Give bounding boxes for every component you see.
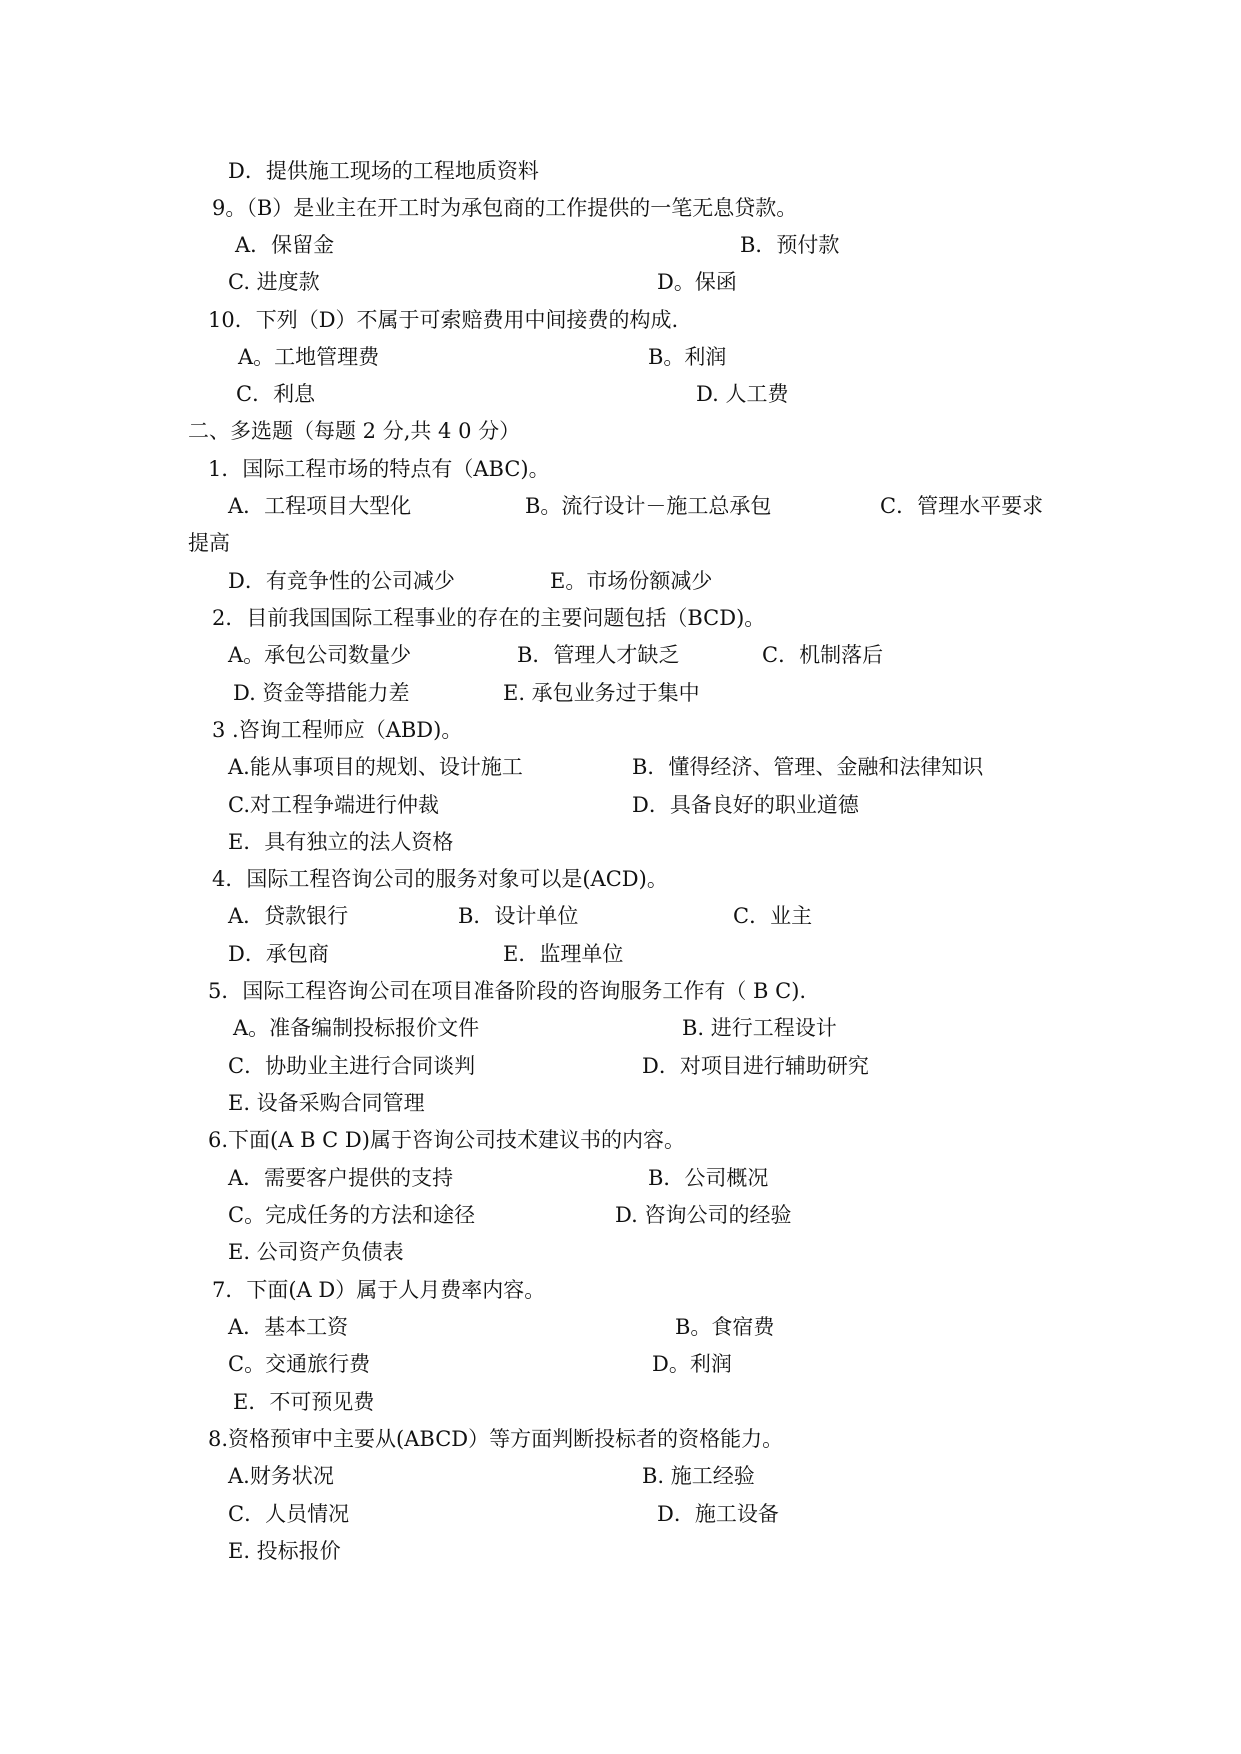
question-m3: 3 .咨询工程师应（ABD)。 (212, 718, 463, 742)
option-b: B．公司概况 (648, 1166, 769, 1190)
option-b: B。食宿费 (675, 1315, 775, 1339)
option-c: C．管理水平要求 (880, 494, 1044, 518)
option-e: E. 设备采购合同管理 (228, 1091, 425, 1115)
question-m8: 8.资格预审中主要从(ABCD）等方面判断投标者的资格能力。 (208, 1427, 784, 1451)
option-c: C.对工程争端进行仲裁 (228, 793, 439, 817)
option-a: A．需要客户提供的支持 (228, 1166, 454, 1190)
option-a: A．保留金 (235, 233, 335, 257)
option-d: D．对项目进行辅助研究 (642, 1054, 869, 1078)
option-b: B．设计单位 (458, 904, 579, 928)
option-c: C. 进度款 (228, 270, 320, 294)
option-e: E. 公司资产负债表 (228, 1240, 404, 1264)
option-d: D。利润 (652, 1352, 732, 1376)
option-a: A.能从事项目的规划、设计施工 (228, 755, 523, 779)
option-a: A．工程项目大型化 (228, 494, 412, 518)
option-a: A。准备编制投标报价文件 (233, 1016, 480, 1040)
option-c: C．利息 (236, 382, 316, 406)
question-m2: 2．目前我国国际工程事业的存在的主要问题包括（BCD)。 (212, 606, 766, 630)
option-c: C．协助业主进行合同谈判 (228, 1054, 476, 1078)
option-c: C。交通旅行费 (228, 1352, 371, 1376)
option-b: B．懂得经济、管理、金融和法律知识 (632, 755, 984, 779)
option-a: A．贷款银行 (228, 904, 349, 928)
option-d: D．有竞争性的公司减少 (228, 569, 455, 593)
question-10: 10．下列（D）不属于可索赔费用中间接费的构成. (208, 308, 679, 332)
option-d: D．施工设备 (657, 1502, 779, 1526)
option-e: E．具有独立的法人资格 (228, 830, 454, 854)
option-d: D. 人工费 (696, 382, 789, 406)
option-c-continued: 提高 (188, 531, 230, 555)
option-b: B。利润 (648, 345, 727, 369)
option-e: E．监理单位 (503, 942, 624, 966)
option-c: C．人员情况 (228, 1502, 350, 1526)
option-d: D．具备良好的职业道德 (632, 793, 859, 817)
option-b: B．预付款 (740, 233, 840, 257)
question-m7: 7．下面(A D）属于人月费率内容。 (212, 1278, 546, 1302)
option-d: D. 咨询公司的经验 (615, 1203, 792, 1227)
option-a: A。工地管理费 (238, 345, 380, 369)
option-c: C。完成任务的方法和途径 (228, 1203, 476, 1227)
section-heading: 二、多选题（每题 2 分,共 4 0 分） (188, 419, 521, 443)
option-d: D. 资金等措能力差 (233, 681, 410, 705)
question-m1: 1．国际工程市场的特点有（ABC)。 (208, 457, 550, 481)
option-e: E. 承包业务过于集中 (503, 681, 700, 705)
question-9: 9。（B）是业主在开工时为承包商的工作提供的一笔无息贷款。 (212, 196, 798, 220)
option-d: D．承包商 (228, 942, 329, 966)
option-a: A.财务状况 (228, 1464, 334, 1488)
option-a: A．基本工资 (228, 1315, 349, 1339)
option-d: D。保函 (657, 270, 737, 294)
option-e: E。市场份额减少 (550, 569, 713, 593)
option-a: A。承包公司数量少 (228, 643, 412, 667)
option-e: E．不可预见费 (233, 1390, 375, 1414)
question-m5: 5．国际工程咨询公司在项目准备阶段的咨询服务工作有（ B C). (208, 979, 807, 1003)
option-b: B. 施工经验 (642, 1464, 755, 1488)
question-m6: 6.下面(A B C D)属于咨询公司技术建议书的内容。 (208, 1128, 685, 1152)
option-b: B. 进行工程设计 (682, 1016, 837, 1040)
option-line: D．提供施工现场的工程地质资料 (228, 159, 539, 183)
question-m4: 4．国际工程咨询公司的服务对象可以是(ACD)。 (212, 867, 668, 891)
option-b: B。流行设计－施工总承包 (525, 494, 772, 518)
option-b: B．管理人才缺乏 (517, 643, 680, 667)
option-c: C．机制落后 (762, 643, 884, 667)
option-e: E. 投标报价 (228, 1539, 341, 1563)
option-c: C．业主 (733, 904, 813, 928)
